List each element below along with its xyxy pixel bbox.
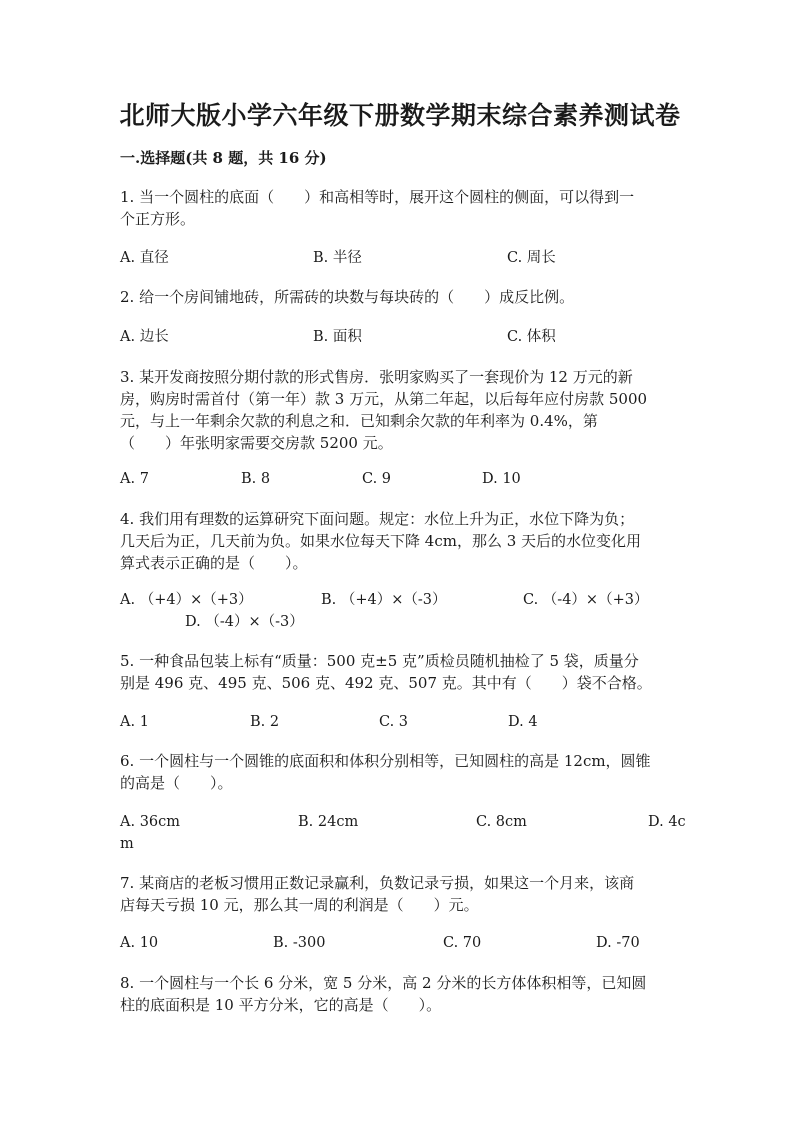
section-heading: 一.选择题(共 8 题，共 16 分) <box>120 149 327 167</box>
question-6 <box>120 750 682 794</box>
option-a[interactable]: A. 直径 <box>120 250 169 266</box>
option-c[interactable]: C. 体积 <box>507 329 556 345</box>
question-2 <box>120 286 682 308</box>
question-2-options <box>120 326 682 348</box>
question-text-line: 元，与上一年剩余欠款的利息之和．已知剩余欠款的年利率为 0.4%，第 <box>120 412 598 430</box>
question-4 <box>120 508 682 574</box>
option-d[interactable]: D. 4 <box>508 714 538 730</box>
question-8 <box>120 972 682 1016</box>
option-b[interactable]: B. 2 <box>250 714 280 730</box>
option-a[interactable]: A. 边长 <box>120 329 169 345</box>
question-text-line: 别是 496 克、495 克、506 克、492 克、507 克。其中有（ ）袋不合格。 <box>120 674 652 692</box>
option-b[interactable]: B. 8 <box>241 471 271 487</box>
option-b[interactable]: B. -300 <box>273 935 326 951</box>
option-b[interactable]: B. 半径 <box>313 250 362 266</box>
question-text-line: 4. 我们用有理数的运算研究下面问题。规定：水位上升为正，水位下降为负； <box>120 510 635 528</box>
question-text-line: 几天后为正，几天前为负。如果水位每天下降 4cm，那么 3 天后的水位变化用 <box>120 532 642 550</box>
option-c[interactable]: C. 周长 <box>507 250 556 266</box>
option-c[interactable]: C. 8cm <box>476 814 527 830</box>
option-b[interactable]: B. 24cm <box>298 814 359 830</box>
question-5 <box>120 650 682 694</box>
option-d[interactable]: D. （-4）×（-3） <box>185 614 304 630</box>
question-text-line: 个正方形。 <box>120 210 196 228</box>
question-5-options <box>120 711 682 733</box>
option-d[interactable]: D. 10 <box>482 471 521 487</box>
question-text-line: 5. 一种食品包装上标有“质量：500 克±5 克”质检员随机抽检了 5 袋，质量分 <box>120 652 639 670</box>
question-text-line: 算式表示正确的是（ ）。 <box>120 554 308 572</box>
page-title: 北师大版小学六年级下册数学期末综合素养测试卷 <box>119 101 681 130</box>
option-c[interactable]: C. 70 <box>443 935 482 951</box>
question-text-line: 柱的底面积是 10 平方分米，它的高是（ ）。 <box>120 996 442 1014</box>
question-1 <box>120 186 682 230</box>
question-3 <box>120 366 682 454</box>
question-text-line: 2. 给一个房间铺地砖，所需砖的块数与每块砖的（ ）成反比例。 <box>120 288 575 306</box>
question-text-line: 店每天亏损 10 元，那么其一周的利润是（ ）元。 <box>120 896 479 914</box>
question-7 <box>120 872 682 916</box>
option-a[interactable]: A. （+4）×（+3） <box>120 592 253 608</box>
question-4-options-row-2 <box>120 611 682 633</box>
question-7-options <box>120 932 682 954</box>
option-a[interactable]: A. 7 <box>120 471 149 487</box>
option-a[interactable]: A. 10 <box>120 935 159 951</box>
question-3-options <box>120 468 682 490</box>
question-6-option-wrap <box>120 833 682 855</box>
option-b[interactable]: B. 面积 <box>313 329 362 345</box>
option-a[interactable]: A. 1 <box>120 714 149 730</box>
option-a[interactable]: A. 36cm <box>120 814 181 830</box>
question-text-line: （ ）年张明家需要交房款 5200 元。 <box>120 434 393 452</box>
question-text-line: 房，购房时需首付（第一年）款 3 万元，从第二年起，以后每年应付房款 5000 <box>120 390 648 408</box>
option-c[interactable]: C. 3 <box>379 714 409 730</box>
question-4-options-row-1 <box>120 589 682 611</box>
question-text-line: 8. 一个圆柱与一个长 6 分米，宽 5 分米，高 2 分米的长方体体积相等，已知圆 <box>120 974 647 992</box>
option-c[interactable]: C. 9 <box>362 471 392 487</box>
question-1-options <box>120 247 682 269</box>
question-text-line: 1. 当一个圆柱的底面（ ）和高相等时，展开这个圆柱的侧面，可以得到一 <box>120 188 635 206</box>
question-6-options <box>120 811 686 833</box>
question-text-line: 7. 某商店的老板习惯用正数记录赢利，负数记录亏损，如果这一个月来，该商 <box>120 874 635 892</box>
question-text-line: 的高是（ ）。 <box>120 774 233 792</box>
option-b[interactable]: B. （+4）×（-3） <box>321 592 447 608</box>
option-d-wrapped-text: m <box>120 836 134 852</box>
option-c[interactable]: C. （-4）×（+3） <box>523 592 649 608</box>
option-d[interactable]: D. -70 <box>596 935 640 951</box>
option-d[interactable]: D. 4c <box>648 814 686 830</box>
question-text-line: 3. 某开发商按照分期付款的形式售房．张明家购买了一套现价为 12 万元的新 <box>120 368 633 386</box>
question-text-line: 6. 一个圆柱与一个圆锥的底面积和体积分别相等，已知圆柱的高是 12cm，圆锥 <box>120 752 651 770</box>
